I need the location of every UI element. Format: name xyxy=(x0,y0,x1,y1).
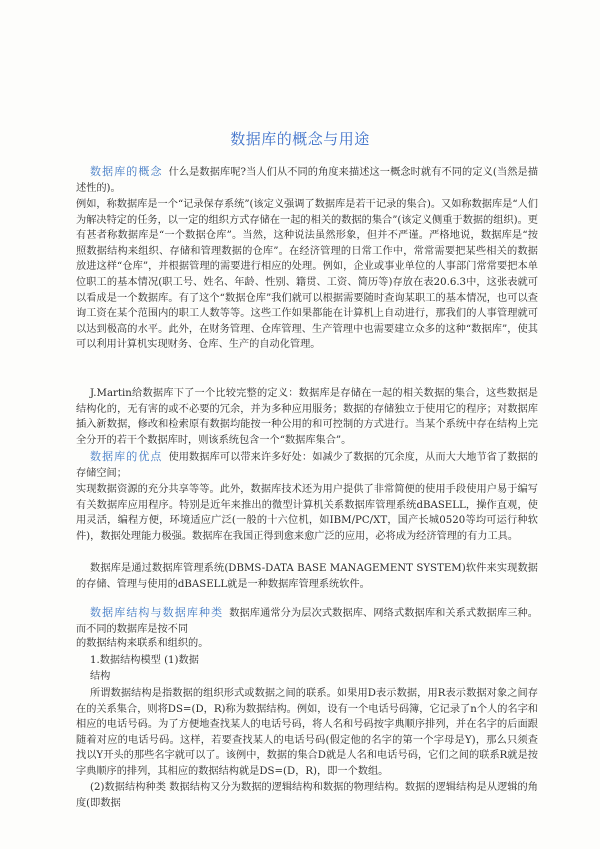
advantages-lead-paragraph xyxy=(76,449,538,481)
item1-subtitle: 结构 xyxy=(90,671,111,682)
structure-lead-continuation: 的数据结构来联系和组织的。 xyxy=(76,638,209,649)
martin-definition-paragraph: J.Martin给数据库下了一个比较完整的定义：数据库是存储在一起的相关数据的集合，这些数据是结构化的，无有害的或不必要的冗余，并为多种应用服务；数据的存储独立于使用它的程序；对数据库插入新数据，修改和检索原有数据均能按一种公用的和可控制的方式进行。当某个系统中存在结构上完全分开的若干个数据库时，则该系统包含一个“数据库集合”。 xyxy=(76,388,538,446)
concept-lead-text: 什么是数据库呢?当人们从不同的角度来描述这一概念时就有不同的定义(当然是描述性的)。 xyxy=(76,167,539,194)
item1-title: 1.数据结构模型 (1)数据 xyxy=(90,655,199,666)
advantages-lead-text: 使用数据库可以带来许多好处：如减少了数据的冗余度，从而大大地节省了数据的存储空间； xyxy=(76,452,539,479)
section-heading-structure: 数据库结构与数据库种类 xyxy=(90,606,224,619)
concept-body-paragraph: 例如，称数据库是一个“记录保存系统”(该定义强调了数据库是若干记录的集合)。又如称数据库是“人们为解决特定的任务，以一定的组织方式存储在一起的相关的数据的集合”(该定义侧重于数据的组织)。更有甚者称数据库是“一个数据仓库”。当然，这种说法虽然形象，但并不严谨。严格地说，数据库是“按照数据结构来组织、存储和管理数据的仓库”。在经济管理的日常工作中，常常需要把某些相关的数据放进这样“仓库”，并根据管理的需要进行相应的处理。例如，企业或事业单位的人事部门常常要把本单位职工的基本情况(职工号、姓名、年龄、性别、籍贯、工资、简历等)存放在表20.6.3中，这张表就可以看成是一个数据库。有了这个“数据仓库”我们就可以根据需要随时查询某职工的基本情况，也可以查询工资在某个范围内的职工人数等等。这些工作如果都能在计算机上自动进行，那我们的人事管理就可以达到极高的水平。此外，在财务管理、仓库管理、生产管理中也需要建立众多的这种“数据库”，使其可以利用计算机实现财务、仓库、生产的自动化管理。 xyxy=(76,199,538,351)
section-heading-advantages: 数据库的优点 xyxy=(90,450,163,463)
advantages-body-paragraph: 实现数据资源的充分共享等等。此外，数据库技术还为用户提供了非常简便的使用手段使用户易于编写有关数据库应用程序。特别是近年来推出的微型计算机关系数据库管理系统dBASELL，操作直观，使用灵活，编程方便，环境适应广泛(一般的十六位机，如IBM/PC/XT，国产长城0520等均可运行种软件)，数据处理能力极强。数据库在我国正得到愈来愈广泛的应用，必将成为经济管理的有力工具。 xyxy=(76,484,538,542)
page-title: 数据库的概念与用途 xyxy=(230,130,370,148)
concept-lead-paragraph xyxy=(76,164,538,196)
structure-lead-paragraph xyxy=(76,605,538,637)
item1-body-paragraph: 所谓数据结构是指数据的组织形式或数据之间的联系。如果用D表示数据，用R表示数据对象之间存在的关系集合，则将DS=(D，R)称为数据结构。例如，设有一个电话号码簿，它记录了n个人的名字和相应的电话号码。为了方便地查找某人的电话号码，将人名和号码按字典顺序排列，并在名字的后面跟随着对应的电话号码。这样，若要查找某人的电话号码(假定他的名字的第一个字母是Y)，那么只须查找以Y开头的那些名字就可以了。该例中，数据的集合D就是人名和电话号码，它们之间的联系R就是按字典顺序的排列，其相应的数据结构就是DS=(D，R)，即一个数组。 xyxy=(76,688,538,777)
item2-paragraph: (2)数据结构种类 数据结构又分为数据的逻辑结构和数据的物理结构。数据的逻辑结构是从逻辑的角度(即数据 xyxy=(76,782,538,809)
structure-lead-text: 数据库通常分为层次式数据库、网络式数据库和关系式数据库三种。而不同的数据库是按不同 xyxy=(76,608,538,635)
section-heading-concept: 数据库的概念 xyxy=(90,165,163,178)
dbms-paragraph: 数据库是通过数据库管理系统(DBMS-DATA BASE MANAGEMENT SYSTEM)软件来实现数据的存储、管理与使用的dBASELL就是一种数据库管理系统软件。 xyxy=(76,563,538,590)
